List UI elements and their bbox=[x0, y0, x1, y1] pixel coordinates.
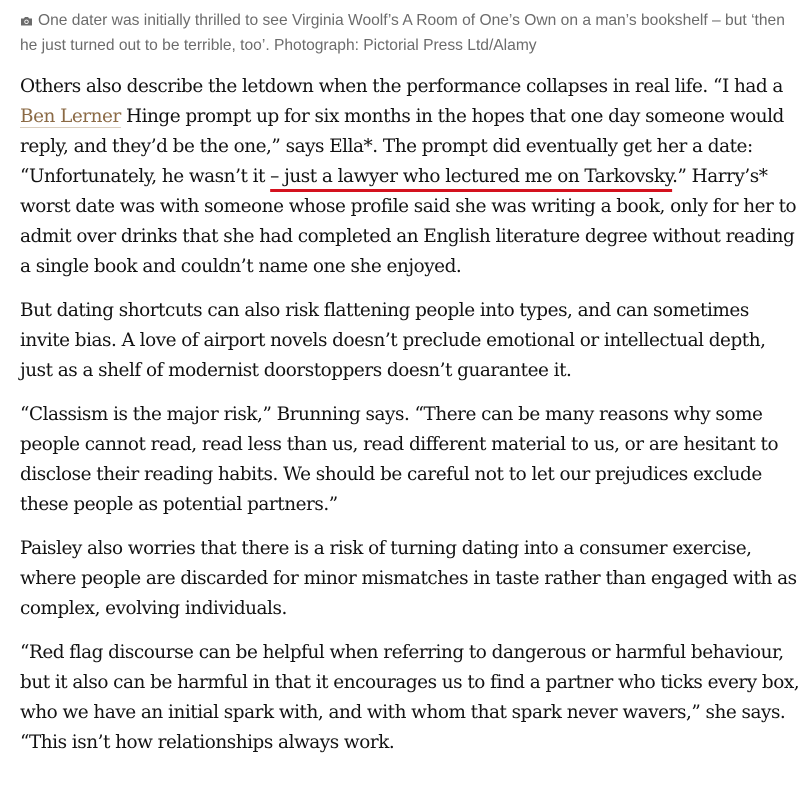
paragraph-1-text-a: Others also describe the letdown when the performance collapses in real life. “I had a bbox=[20, 76, 783, 97]
paragraph-1-text-b: Hinge prompt up for six months in the hopes that one day someone would reply, and they’d be the one,” says Ella*. The prompt did eventually get her a date: “Unfortunately, he wasn’t it bbox=[20, 106, 784, 187]
article-page bbox=[20, 0, 802, 772]
paragraph-5: “Red flag discourse can be helpful when referring to dangerous or harmful behaviour, but it also can be harmful in that it encourages us to find a partner who ticks every box, who we have an initial spark with, and with whom that spark never wavers,” she says. “This isn’t how relationships always work. bbox=[20, 642, 800, 753]
paragraph-2: But dating shortcuts can also risk flattening people into types, and can sometimes invite bias. A love of airport novels doesn’t preclude emotional or intellectual depth, just as a shelf of modernist doorstoppers doesn’t guarantee it. bbox=[20, 300, 766, 381]
caption-text: One dater was initially thrilled to see Virginia Woolf’s A Room of One’s Own on a man’s bookshelf – but ‘then he just turned out to be terrible, too’. Photograph: Pictorial Press Ltd/Alamy bbox=[20, 12, 785, 54]
image-caption bbox=[20, 8, 802, 58]
paragraph-3: “Classism is the major risk,” Brunning says. “There can be many reasons why some people cannot read, read less than us, read different material to us, or are hesitant to disclose their reading habits. We should be careful not to let our prejudices exclude these people as potential partners.” bbox=[20, 404, 779, 515]
camera-icon bbox=[20, 16, 33, 26]
paragraph-1 bbox=[20, 72, 802, 282]
ben-lerner-link[interactable]: Ben Lerner bbox=[20, 106, 121, 127]
highlighted-quote: – just a lawyer who lectured me on Tarkovsky bbox=[270, 166, 673, 187]
paragraph-4: Paisley also worries that there is a risk of turning dating into a consumer exercise, where people are discarded for minor mismatches in taste rather than engaged with as complex, evolving individuals. bbox=[20, 538, 797, 619]
paragraph-1-text-c: .” Harry’s* worst date was with someone whose profile said she was writing a book, only for her to admit over drinks that she had completed an English literature degree without reading a single book and couldn’t name one she enjoyed. bbox=[20, 166, 797, 277]
article-body bbox=[20, 72, 802, 758]
